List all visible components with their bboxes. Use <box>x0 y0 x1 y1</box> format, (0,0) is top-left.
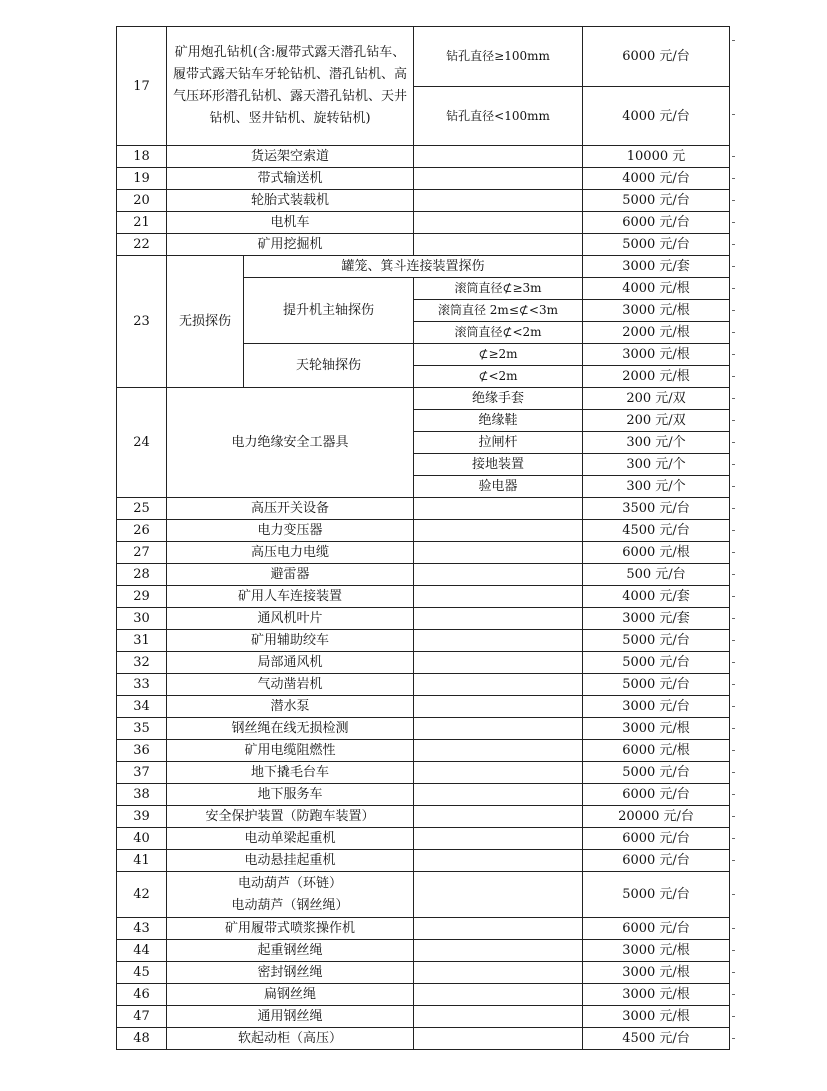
paragraph-mark <box>732 486 735 487</box>
table-row <box>117 740 730 762</box>
item-price: 4500 元/台 <box>583 520 730 542</box>
item-spec: 拉闸杆 <box>414 432 583 454</box>
paragraph-mark <box>732 772 735 773</box>
paragraph-mark <box>732 994 735 995</box>
item-spec: ⊄<2m <box>414 366 583 388</box>
item-spec <box>414 542 583 564</box>
paragraph-mark <box>732 684 735 685</box>
item-spec: 滚筒直径 2m≤⊄<3m <box>414 300 583 322</box>
item-spec <box>414 674 583 696</box>
item-name: 软起动柜（高压） <box>167 1028 414 1050</box>
item-spec: 钻孔直径<100mm <box>414 87 583 146</box>
row-number: 34 <box>117 696 167 718</box>
item-spec: 滚筒直径⊄<2m <box>414 322 583 344</box>
item-price: 6000 元/根 <box>583 542 730 564</box>
item-price: 5000 元/台 <box>583 872 730 918</box>
item-spec <box>414 608 583 630</box>
item-name: 矿用人车连接装置 <box>167 586 414 608</box>
item-name: 电力绝缘安全工器具 <box>167 388 414 498</box>
item-name: 钢丝绳在线无损检测 <box>167 718 414 740</box>
item-price: 20000 元/台 <box>583 806 730 828</box>
paragraph-mark <box>732 266 735 267</box>
row-number: 22 <box>117 234 167 256</box>
table-row <box>117 212 730 234</box>
row-number: 43 <box>117 918 167 940</box>
table-row <box>117 608 730 630</box>
item-spec <box>414 918 583 940</box>
item-name: 电力变压器 <box>167 520 414 542</box>
item-spec <box>414 146 583 168</box>
table-row <box>117 784 730 806</box>
item-name: 矿用电缆阻燃性 <box>167 740 414 762</box>
item-price: 4000 元/套 <box>583 586 730 608</box>
paragraph-mark <box>732 310 735 311</box>
row-number: 18 <box>117 146 167 168</box>
table-row <box>117 696 730 718</box>
row-number: 40 <box>117 828 167 850</box>
paragraph-mark <box>732 114 735 115</box>
item-name: 无损探伤 <box>167 256 244 388</box>
table-row <box>117 984 730 1006</box>
table-row <box>117 940 730 962</box>
item-price: 6000 元/台 <box>583 918 730 940</box>
item-price: 6000 元/台 <box>583 212 730 234</box>
item-price: 5000 元/台 <box>583 674 730 696</box>
item-price: 2000 元/根 <box>583 366 730 388</box>
item-price: 5000 元/台 <box>583 652 730 674</box>
item-spec: 滚筒直径⊄≥3m <box>414 278 583 300</box>
row-number: 38 <box>117 784 167 806</box>
table-row <box>117 674 730 696</box>
row-number: 17 <box>117 27 167 146</box>
item-spec: 验电器 <box>414 476 583 498</box>
item-price: 4000 元/台 <box>583 168 730 190</box>
item-price: 5000 元/台 <box>583 762 730 784</box>
item-name-line: 电动葫芦（钢丝绳） <box>231 897 349 913</box>
paragraph-mark <box>732 640 735 641</box>
item-spec <box>414 168 583 190</box>
row-number: 21 <box>117 212 167 234</box>
table-row <box>117 850 730 872</box>
item-price: 3000 元/根 <box>583 344 730 366</box>
item-price: 3500 元/台 <box>583 498 730 520</box>
item-price: 300 元/个 <box>583 454 730 476</box>
row-number: 23 <box>117 256 167 388</box>
item-spec: 接地装置 <box>414 454 583 476</box>
item-price: 3000 元/套 <box>583 256 730 278</box>
paragraph-mark <box>732 244 735 245</box>
item-spec <box>414 828 583 850</box>
row-number: 26 <box>117 520 167 542</box>
paragraph-mark <box>732 222 735 223</box>
item-price: 4500 元/台 <box>583 1028 730 1050</box>
item-spec <box>414 762 583 784</box>
paragraph-mark <box>732 860 735 861</box>
table-row <box>117 652 730 674</box>
item-price: 3000 元/套 <box>583 608 730 630</box>
paragraph-mark <box>732 1016 735 1017</box>
item-spec <box>414 806 583 828</box>
row-number: 30 <box>117 608 167 630</box>
paragraph-mark <box>732 618 735 619</box>
item-name: 带式输送机 <box>167 168 414 190</box>
item-price: 300 元/个 <box>583 476 730 498</box>
row-number: 42 <box>117 872 167 918</box>
sub-item-name: 提升机主轴探伤 <box>244 278 414 344</box>
item-spec <box>414 520 583 542</box>
row-number: 29 <box>117 586 167 608</box>
table-row <box>117 520 730 542</box>
item-price: 3000 元/根 <box>583 962 730 984</box>
item-name: 通风机叶片 <box>167 608 414 630</box>
item-price: 6000 元/台 <box>583 784 730 806</box>
paragraph-mark <box>732 200 735 201</box>
item-price: 300 元/个 <box>583 432 730 454</box>
row-number: 24 <box>117 388 167 498</box>
item-name: 高压电力电缆 <box>167 542 414 564</box>
item-price: 3000 元/根 <box>583 718 730 740</box>
item-price: 10000 元 <box>583 146 730 168</box>
item-spec <box>414 850 583 872</box>
item-spec <box>414 696 583 718</box>
table-row <box>117 1028 730 1050</box>
paragraph-marks <box>732 26 738 1066</box>
paragraph-mark <box>732 376 735 377</box>
item-spec: 绝缘手套 <box>414 388 583 410</box>
paragraph-mark <box>732 894 735 895</box>
item-spec <box>414 652 583 674</box>
table-row <box>117 168 730 190</box>
item-name: 扁钢丝绳 <box>167 984 414 1006</box>
row-number: 45 <box>117 962 167 984</box>
item-spec: 绝缘鞋 <box>414 410 583 432</box>
table-row <box>117 872 730 918</box>
item-name <box>167 872 414 918</box>
row-number: 31 <box>117 630 167 652</box>
item-spec <box>414 1028 583 1050</box>
item-name: 轮胎式装载机 <box>167 190 414 212</box>
item-price: 4000 元/根 <box>583 278 730 300</box>
item-name: 安全保护装置（防跑车装置） <box>167 806 414 828</box>
paragraph-mark <box>732 662 735 663</box>
item-price: 500 元/台 <box>583 564 730 586</box>
item-price: 3000 元/根 <box>583 1006 730 1028</box>
item-name: 气动凿岩机 <box>167 674 414 696</box>
paragraph-mark <box>732 1038 735 1039</box>
paragraph-mark <box>732 508 735 509</box>
item-spec <box>414 498 583 520</box>
row-number: 46 <box>117 984 167 1006</box>
item-name: 地下服务车 <box>167 784 414 806</box>
paragraph-mark <box>732 442 735 443</box>
paragraph-mark <box>732 552 735 553</box>
row-number: 37 <box>117 762 167 784</box>
item-spec <box>414 190 583 212</box>
item-price: 6000 元/台 <box>583 27 730 87</box>
item-name: 矿用履带式喷浆操作机 <box>167 918 414 940</box>
item-spec <box>414 630 583 652</box>
item-name: 密封钢丝绳 <box>167 962 414 984</box>
table-row <box>117 962 730 984</box>
paragraph-mark <box>732 838 735 839</box>
table-row <box>117 27 730 87</box>
item-spec <box>414 740 583 762</box>
row-number: 32 <box>117 652 167 674</box>
item-spec <box>414 586 583 608</box>
item-spec <box>414 962 583 984</box>
table-row <box>117 564 730 586</box>
item-price: 5000 元/台 <box>583 190 730 212</box>
row-number: 48 <box>117 1028 167 1050</box>
item-name: 潜水泵 <box>167 696 414 718</box>
item-spec <box>414 872 583 918</box>
item-price: 3000 元/根 <box>583 940 730 962</box>
table-row <box>117 388 730 410</box>
price-table <box>116 26 730 1050</box>
table-row <box>117 586 730 608</box>
paragraph-mark <box>732 750 735 751</box>
item-name: 高压开关设备 <box>167 498 414 520</box>
item-price: 4000 元/台 <box>583 87 730 146</box>
item-name: 电动单梁起重机 <box>167 828 414 850</box>
row-number: 47 <box>117 1006 167 1028</box>
item-spec <box>414 212 583 234</box>
row-number: 25 <box>117 498 167 520</box>
item-price: 5000 元/台 <box>583 234 730 256</box>
paragraph-mark <box>732 40 735 41</box>
table-row <box>117 762 730 784</box>
row-number: 41 <box>117 850 167 872</box>
paragraph-mark <box>732 398 735 399</box>
paragraph-mark <box>732 530 735 531</box>
item-price: 200 元/双 <box>583 410 730 432</box>
item-price: 2000 元/根 <box>583 322 730 344</box>
item-price: 5000 元/台 <box>583 630 730 652</box>
paragraph-mark <box>732 464 735 465</box>
item-spec: ⊄≥2m <box>414 344 583 366</box>
table-row <box>117 918 730 940</box>
row-number: 19 <box>117 168 167 190</box>
item-name: 电动悬挂起重机 <box>167 850 414 872</box>
item-spec <box>414 564 583 586</box>
item-price: 3000 元/根 <box>583 984 730 1006</box>
item-name: 电机车 <box>167 212 414 234</box>
paragraph-mark <box>732 574 735 575</box>
item-name: 地下撬毛台车 <box>167 762 414 784</box>
row-number: 35 <box>117 718 167 740</box>
table-row <box>117 498 730 520</box>
item-price: 3000 元/根 <box>583 300 730 322</box>
paragraph-mark <box>732 816 735 817</box>
paragraph-mark <box>732 794 735 795</box>
sub-item-name: 罐笼、箕斗连接装置探伤 <box>244 256 583 278</box>
paragraph-mark <box>732 728 735 729</box>
item-spec <box>414 940 583 962</box>
item-price: 6000 元/台 <box>583 828 730 850</box>
paragraph-mark <box>732 596 735 597</box>
item-price: 3000 元/台 <box>583 696 730 718</box>
paragraph-mark <box>732 420 735 421</box>
table-row <box>117 828 730 850</box>
item-price: 6000 元/根 <box>583 740 730 762</box>
row-number: 28 <box>117 564 167 586</box>
item-name: 局部通风机 <box>167 652 414 674</box>
table-row <box>117 542 730 564</box>
item-name-line: 电动葫芦（环链） <box>237 875 342 891</box>
item-spec: 钻孔直径≥100mm <box>414 27 583 87</box>
item-price: 6000 元/台 <box>583 850 730 872</box>
table-row <box>117 806 730 828</box>
item-name: 通用钢丝绳 <box>167 1006 414 1028</box>
item-spec <box>414 234 583 256</box>
table-row <box>117 630 730 652</box>
item-name: 避雷器 <box>167 564 414 586</box>
paragraph-mark <box>732 332 735 333</box>
row-number: 36 <box>117 740 167 762</box>
item-name: 起重钢丝绳 <box>167 940 414 962</box>
row-number: 20 <box>117 190 167 212</box>
paragraph-mark <box>732 288 735 289</box>
paragraph-mark <box>732 156 735 157</box>
item-price: 200 元/双 <box>583 388 730 410</box>
table-row <box>117 1006 730 1028</box>
paragraph-mark <box>732 972 735 973</box>
row-number: 33 <box>117 674 167 696</box>
paragraph-mark <box>732 706 735 707</box>
item-spec <box>414 984 583 1006</box>
sub-item-name: 天轮轴探伤 <box>244 344 414 388</box>
table-row <box>117 190 730 212</box>
table-row <box>117 234 730 256</box>
paragraph-mark <box>732 354 735 355</box>
paragraph-mark <box>732 950 735 951</box>
row-number: 39 <box>117 806 167 828</box>
table-row <box>117 256 730 278</box>
table-row <box>117 718 730 740</box>
table-row <box>117 146 730 168</box>
item-spec <box>414 718 583 740</box>
item-name: 矿用辅助绞车 <box>167 630 414 652</box>
item-name: 货运架空索道 <box>167 146 414 168</box>
paragraph-mark <box>732 928 735 929</box>
item-spec <box>414 1006 583 1028</box>
item-spec <box>414 784 583 806</box>
row-number: 27 <box>117 542 167 564</box>
item-name: 矿用炮孔钻机(含:履带式露天潜孔钻车、履带式露天钻车牙轮钻机、潜孔钻机、高气压环形潜孔钻机、露天潜孔钻机、天井钻机、竖井钻机、旋转钻机) <box>167 27 414 146</box>
item-name: 矿用挖掘机 <box>167 234 414 256</box>
paragraph-mark <box>732 178 735 179</box>
row-number: 44 <box>117 940 167 962</box>
